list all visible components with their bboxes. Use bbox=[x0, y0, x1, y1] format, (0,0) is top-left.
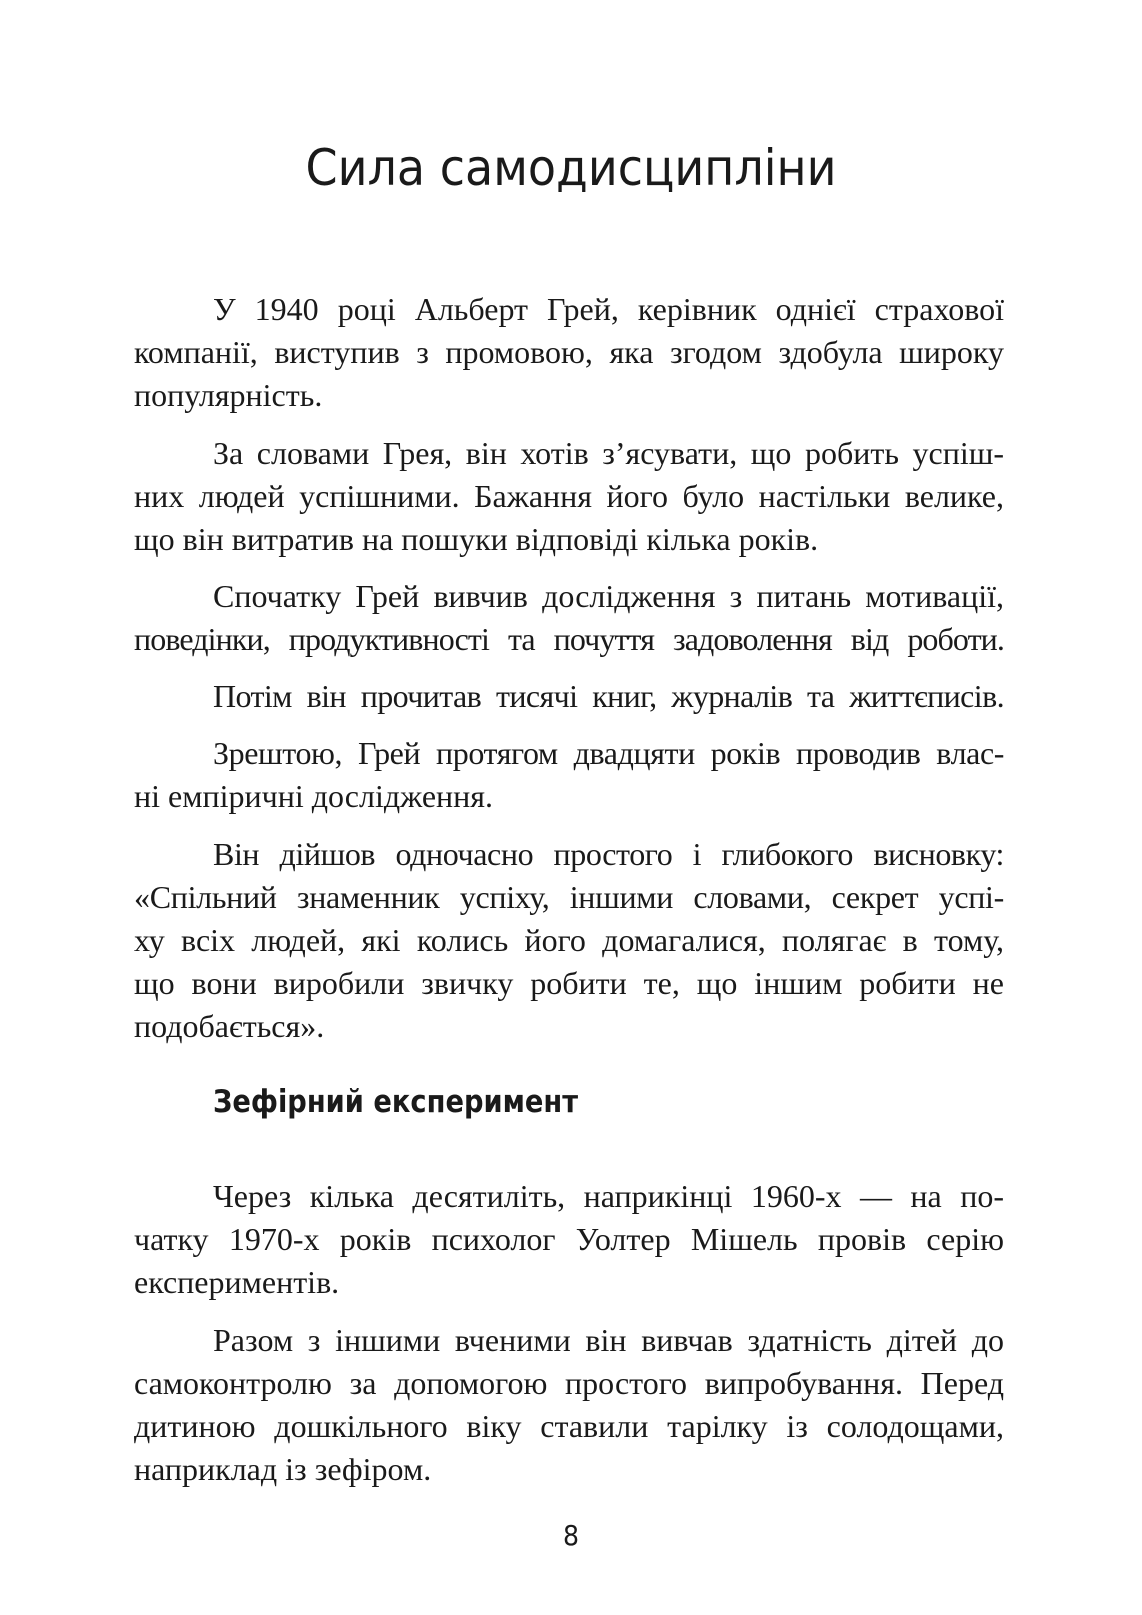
section2-paragraph-1-line-3: експериментів. bbox=[134, 1264, 340, 1300]
page-number: 8 bbox=[562, 1519, 580, 1552]
paragraph-6-line-2: «Спільний знаменник успіху, іншими словами, секрет успі- bbox=[134, 879, 1004, 915]
paragraph-6-line-4: що вони виробили звичку робити те, що іншим робити не bbox=[134, 965, 1004, 1001]
section2-paragraph-2-line-3: дитиною дошкільного віку ставили тарілку із солодощами, bbox=[134, 1408, 1004, 1444]
section2-paragraph-2-line-1: Разом з іншими вченими він вивчав здатність дітей до bbox=[213, 1322, 1004, 1358]
section2-paragraph-2-line-2: самоконтролю за допомогою простого випробування. Перед bbox=[134, 1365, 1004, 1401]
paragraph-2-line-3: що він витратив на пошуки відповіді кілька років. bbox=[134, 521, 819, 557]
section2-paragraph-1-line-2: чатку 1970-х років психолог Уолтер Мішель провів серію bbox=[134, 1221, 1004, 1257]
section2-paragraph-2-line-4: наприклад із зефіром. bbox=[134, 1451, 432, 1487]
paragraph-4-line-1: Потім він прочитав тисячі книг, журналів та життєписів. bbox=[213, 678, 1004, 714]
paragraph-2-line-1: За словами Грея, він хотів з’ясувати, що робить успіш- bbox=[213, 435, 1004, 471]
paragraph-1-line-3: популярність. bbox=[134, 377, 323, 413]
section-subtitle: Зефірний експеримент bbox=[213, 1084, 579, 1120]
paragraph-6-line-5: подобається». bbox=[134, 1008, 325, 1044]
paragraph-1-line-1: У 1940 році Альберт Грей, керівник однієї страхової bbox=[213, 291, 1004, 327]
paragraph-5-line-2: ні емпіричні дослідження. bbox=[134, 778, 493, 814]
chapter-title: Сила самодисципліни bbox=[305, 139, 837, 197]
paragraph-1-line-2: компанії, виступив з промовою, яка згодом здобула широку bbox=[134, 334, 1004, 370]
paragraph-6-line-3: ху всіх людей, які колись його домагалися, полягає в тому, bbox=[134, 922, 1004, 958]
paragraph-2-line-2: них людей успішними. Бажання його було настільки велике, bbox=[134, 478, 1004, 514]
paragraph-6-line-1: Він дійшов одночасно простого і глибокого висновку: bbox=[213, 836, 1004, 872]
section2-paragraph-1-line-1: Через кілька десятиліть, наприкінці 1960-х — на по- bbox=[213, 1178, 1004, 1214]
paragraph-3-line-2: поведінки, продуктивності та почуття задоволення від роботи. bbox=[134, 621, 1004, 657]
paragraph-5-line-1: Зрештою, Грей протягом двадцяти років проводив влас- bbox=[213, 735, 1004, 771]
paragraph-3-line-1: Спочатку Грей вивчив дослідження з питань мотивації, bbox=[213, 578, 1004, 614]
